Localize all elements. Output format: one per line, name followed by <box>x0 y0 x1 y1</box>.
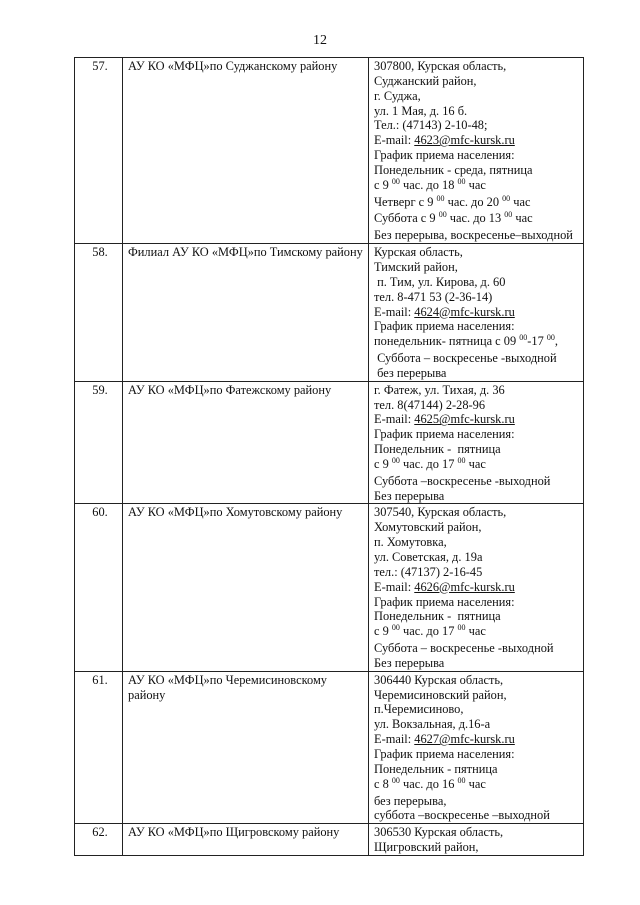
info-line <box>374 290 581 305</box>
row-number: 61. <box>75 671 123 823</box>
time-superscript: 00 <box>438 210 447 220</box>
info-text: Четверг с 9 <box>374 194 437 209</box>
office-contact-info <box>369 58 584 244</box>
table-row <box>75 824 584 856</box>
time-superscript: 00 <box>457 455 466 465</box>
info-text: Суббота – воскресенье -выходной <box>374 641 554 656</box>
info-text: Понедельник - пятница <box>374 442 501 457</box>
table-row <box>75 671 584 823</box>
time-superscript: 00 <box>457 623 466 633</box>
office-name: АУ КО «МФЦ»по Черемисиновскому району <box>123 671 369 823</box>
row-number: 59. <box>75 381 123 504</box>
info-text: тел. 8-471 53 (2-36-14) <box>374 289 493 304</box>
info-text: Понедельник - пятница <box>374 609 501 624</box>
time-superscript: 00 <box>436 193 445 203</box>
info-text: час <box>510 194 531 209</box>
info-text: г. Суджа, <box>374 88 421 103</box>
info-line <box>374 702 581 717</box>
info-line <box>374 89 581 104</box>
office-contact-info <box>369 244 584 382</box>
info-line <box>374 825 581 840</box>
time-superscript: 00 <box>391 455 400 465</box>
office-name: АУ КО «МФЦ»по Щигровскому району <box>123 824 369 856</box>
office-contact-info <box>369 381 584 504</box>
info-line <box>374 688 581 703</box>
info-text: Суббота –воскресенье -выходной <box>374 473 551 488</box>
info-text: График приема населения: <box>374 746 515 761</box>
info-text: час. до 20 <box>444 194 503 209</box>
info-text: с 8 <box>374 776 392 791</box>
info-text: , <box>554 334 558 349</box>
info-text: п. Хомутовка, <box>374 535 447 550</box>
info-text: ул. Вокзальная, д.16-а <box>374 717 491 732</box>
info-line <box>374 412 581 427</box>
info-line <box>374 351 581 366</box>
info-text: E-mail: <box>374 133 415 148</box>
info-line <box>374 118 581 133</box>
info-line <box>374 732 581 747</box>
info-line <box>374 624 581 641</box>
info-text: с 9 <box>374 456 392 471</box>
info-text: час. до 17 <box>399 624 458 639</box>
info-line <box>374 163 581 178</box>
info-line <box>374 808 581 823</box>
info-line <box>374 319 581 334</box>
info-text: Суббота с 9 <box>374 211 439 226</box>
info-text: без перерыва <box>374 365 447 380</box>
info-line <box>374 505 581 520</box>
info-line <box>374 74 581 89</box>
table-row <box>75 504 584 671</box>
mfc-offices-table <box>74 57 584 856</box>
info-line <box>374 148 581 163</box>
info-line <box>374 133 581 148</box>
info-line <box>374 211 581 228</box>
info-text: час <box>465 177 486 192</box>
info-text: час <box>465 456 486 471</box>
info-line <box>374 535 581 550</box>
info-line <box>374 474 581 489</box>
info-line <box>374 609 581 624</box>
info-line <box>374 673 581 688</box>
time-superscript: 00 <box>391 623 400 633</box>
info-line <box>374 334 581 351</box>
time-superscript: 00 <box>504 210 513 220</box>
info-line <box>374 550 581 565</box>
time-superscript: 00 <box>546 333 555 343</box>
info-line <box>374 565 581 580</box>
row-number: 60. <box>75 504 123 671</box>
info-line <box>374 245 581 260</box>
info-line <box>374 442 581 457</box>
info-text: час. до 16 <box>399 776 458 791</box>
email-link[interactable]: 4624@mfc-kursk.ru <box>414 304 515 319</box>
office-name: Филиал АУ КО «МФЦ»по Тимскому району <box>123 244 369 382</box>
info-text: Щигровский район, <box>374 840 479 855</box>
info-text: 306440 Курская область, <box>374 672 504 687</box>
info-text: Понедельник - пятница <box>374 761 498 776</box>
info-line <box>374 366 581 381</box>
info-line <box>374 641 581 656</box>
table-body <box>75 58 584 856</box>
time-superscript: 00 <box>391 176 400 186</box>
info-text: тел.: (47137) 2-16-45 <box>374 564 483 579</box>
info-line <box>374 104 581 119</box>
info-text: -17 <box>527 334 547 349</box>
office-name: АУ КО «МФЦ»по Суджанскому району <box>123 58 369 244</box>
time-superscript: 00 <box>519 333 528 343</box>
office-contact-info <box>369 824 584 856</box>
info-text: График приема населения: <box>374 319 515 334</box>
info-text: с 9 <box>374 624 392 639</box>
info-text: п. Тим, ул. Кирова, д. 60 <box>374 274 506 289</box>
info-text: час <box>465 776 486 791</box>
info-text: 307800, Курская область, <box>374 59 507 73</box>
info-line <box>374 794 581 809</box>
info-text: Суджанский район, <box>374 73 477 88</box>
info-line <box>374 762 581 777</box>
info-text: тел. 8(47144) 2-28-96 <box>374 397 486 412</box>
info-line <box>374 747 581 762</box>
info-text: Без перерыва, воскресенье–выходной <box>374 228 573 243</box>
info-text: час. до 13 <box>446 211 505 226</box>
info-text: Хомутовский район, <box>374 520 482 535</box>
info-text: с 9 <box>374 177 392 192</box>
info-line <box>374 427 581 442</box>
time-superscript: 00 <box>502 193 511 203</box>
row-number: 57. <box>75 58 123 244</box>
info-text: суббота –воскресенье –выходной <box>374 808 550 823</box>
info-text: ул. Советская, д. 19а <box>374 550 483 564</box>
info-line <box>374 595 581 610</box>
info-line <box>374 656 581 671</box>
info-text: График приема населения: <box>374 427 515 442</box>
info-line <box>374 580 581 595</box>
row-number: 62. <box>75 824 123 856</box>
info-line <box>374 178 581 195</box>
table-row <box>75 381 584 504</box>
info-text: 306530 Курская область, <box>374 825 504 840</box>
info-text: понедельник- пятница с 09 <box>374 334 520 349</box>
info-text: Понедельник - среда, пятница <box>374 162 533 177</box>
info-line <box>374 457 581 474</box>
info-line <box>374 275 581 290</box>
info-text: г. Фатеж, ул. Тихая, д. 36 <box>374 382 505 397</box>
info-line <box>374 489 581 504</box>
office-name: АУ КО «МФЦ»по Фатежскому району <box>123 381 369 504</box>
info-text: E-mail: <box>374 304 415 319</box>
info-text: час. до 17 <box>399 456 458 471</box>
info-text: Курская область, <box>374 245 463 260</box>
email-link[interactable]: 4625@mfc-kursk.ru <box>414 412 515 427</box>
table-row <box>75 58 584 244</box>
email-link[interactable]: 4627@mfc-kursk.ru <box>414 732 515 747</box>
info-text: без перерыва, <box>374 793 447 808</box>
info-line <box>374 398 581 413</box>
info-text: График приема населения: <box>374 594 515 609</box>
info-text: час. до 18 <box>399 177 458 192</box>
info-text: График приема населения: <box>374 148 515 163</box>
info-line <box>374 717 581 732</box>
email-link[interactable]: 4623@mfc-kursk.ru <box>414 133 515 148</box>
info-line <box>374 260 581 275</box>
info-line <box>374 840 581 855</box>
row-number: 58. <box>75 244 123 382</box>
office-contact-info <box>369 671 584 823</box>
info-text: ул. 1 Мая, д. 16 б. <box>374 103 468 118</box>
info-text: E-mail: <box>374 732 415 747</box>
info-text: Без перерыва <box>374 488 445 503</box>
time-superscript: 00 <box>457 176 466 186</box>
info-text: час <box>465 624 486 639</box>
info-text: Тел.: (47143) 2-10-48; <box>374 118 488 133</box>
info-text: Черемисиновский район, <box>374 687 507 702</box>
info-text: Тимский район, <box>374 259 458 274</box>
info-line <box>374 195 581 212</box>
info-line <box>374 383 581 398</box>
info-text: Суббота – воскресенье -выходной <box>374 351 557 366</box>
info-text: E-mail: <box>374 579 415 594</box>
table-row <box>75 244 584 382</box>
info-text: Без перерыва <box>374 655 445 670</box>
office-contact-info <box>369 504 584 671</box>
info-text: E-mail: <box>374 412 415 427</box>
info-line <box>374 520 581 535</box>
info-text: 307540, Курская область, <box>374 505 507 520</box>
info-line <box>374 228 581 243</box>
info-line <box>374 59 581 74</box>
info-line <box>374 305 581 320</box>
email-link[interactable]: 4626@mfc-kursk.ru <box>414 579 515 594</box>
office-name: АУ КО «МФЦ»по Хомутовскому району <box>123 504 369 671</box>
info-text: п.Черемисиново, <box>374 702 464 717</box>
info-line <box>374 777 581 794</box>
time-superscript: 00 <box>457 775 466 785</box>
info-text: час <box>512 211 533 226</box>
time-superscript: 00 <box>391 775 400 785</box>
page-number: 12 <box>313 33 327 48</box>
